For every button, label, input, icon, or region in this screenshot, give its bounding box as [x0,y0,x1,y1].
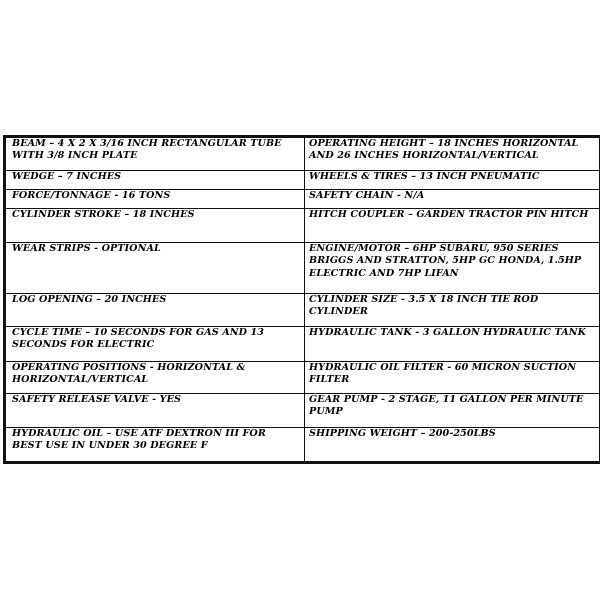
table-row [5,209,600,243]
spec-cell-hydraulic-tank: HYDRAULIC TANK - 3 GALLON HYDRAULIC TANK [305,326,600,361]
spec-cell-cycle-time: CYCLE TIME – 10 SECONDS FOR GAS AND 13 SECONDS FOR ELECTRIC [5,326,305,361]
spec-cell-hydraulic-oil: HYDRAULIC OIL – USE ATF DEXTRON III FOR BEST USE IN UNDER 30 DEGREE F [5,427,305,462]
spec-cell-hydraulic-oil-filter: HYDRAULIC OIL FILTER - 60 MICRON SUCTION FILTER [305,361,600,393]
spec-cell-wheels-tires: WHEELS & TIRES – 13 INCH PNEUMATIC [305,171,600,190]
spec-cell-cylinder-size: CYLINDER SIZE - 3.5 X 18 INCH TIE ROD CYLINDER [305,293,600,326]
spec-cell-hitch-coupler: HITCH COUPLER – GARDEN TRACTOR PIN HITCH [305,209,600,243]
table-row [5,393,600,427]
spec-cell-safety-release-valve: SAFETY RELEASE VALVE - YES [5,393,305,427]
spec-cell-shipping-weight: SHIPPING WEIGHT – 200-250LBS [305,427,600,462]
spec-cell-safety-chain: SAFETY CHAIN - N/A [305,189,600,209]
table-row [5,137,600,171]
spec-cell-beam: BEAM – 4 X 2 X 3/16 INCH RECTANGULAR TUBE WITH 3/8 INCH PLATE [5,137,305,171]
table-row [5,326,600,361]
spec-cell-cylinder-stroke: CYLINDER STROKE – 18 INCHES [5,209,305,243]
spec-cell-wear-strips: WEAR STRIPS - OPTIONAL [5,243,305,294]
table-row [5,293,600,326]
spec-cell-operating-height: OPERATING HEIGHT – 18 INCHES HORIZONTAL AND 26 INCHES HORIZONTAL/VERTICAL [305,137,600,171]
spec-cell-wedge: WEDGE – 7 INCHES [5,171,305,190]
spec-cell-operating-positions: OPERATING POSITIONS - HORIZONTAL & HORIZONTAL/VERTICAL [5,361,305,393]
spec-cell-gear-pump: GEAR PUMP - 2 STAGE, 11 GALLON PER MINUTE PUMP [305,393,600,427]
table-row [5,427,600,462]
spec-cell-engine-motor: ENGINE/MOTOR – 6HP SUBARU, 950 SERIES BRIGGS AND STRATTON, 5HP GC HONDA, 1.5HP ELECTRIC AND 7HP LIFAN [305,243,600,294]
table-row [5,243,600,294]
spec-table [3,135,600,464]
spec-cell-log-opening: LOG OPENING – 20 INCHES [5,293,305,326]
table-row [5,361,600,393]
spec-cell-force-tonnage: FORCE/TONNAGE - 16 TONS [5,189,305,209]
table-row [5,171,600,190]
table-row [5,189,600,209]
